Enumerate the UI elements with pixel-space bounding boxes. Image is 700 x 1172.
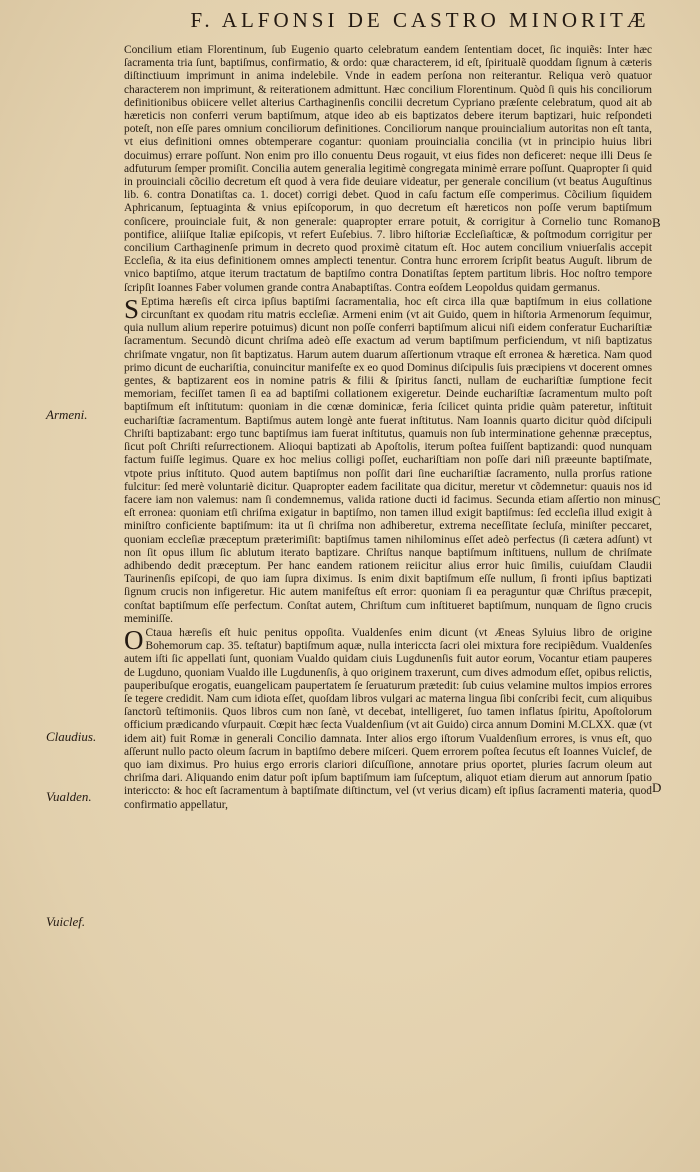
margin-note-vualden: Vualden. (46, 789, 92, 804)
margin-note-armeni: Armeni. (46, 407, 88, 422)
margin-note-vuiclef: Vuiclef. (46, 914, 86, 929)
running-header: F. ALFONSI DE CASTRO MINORITÆ (190, 8, 650, 32)
margin-letter-b: B (652, 215, 661, 230)
paragraph-eighth-heresy (124, 624, 652, 812)
margin-letter-d: D (652, 780, 662, 795)
drop-cap-s: S (124, 293, 140, 324)
margin-letter-c: C (652, 493, 661, 508)
paragraph-seventh-heresy-text: Eptima hæreſis eſt circa ipſius baptiſmi ſacramentalia, hoc eſt circa illa quæ baptiſmum in eius collatione circunſtant ex quodam ritu matris eccleſiæ. Armeni enim (vt ait Guido, quem in hiſtoria Armenorum ſequimur, quia nullum alium reperire potuimus) dicunt non poſſe conferri baptiſmum alicui niſi eidem conferatur Euchariſtiæ ſacramentum. Secundò dicunt chriſma adeò eſſe exactum ad verum baptiſmum perficiendum, vt niſi baptizatus chriſmate vngatur, non ſit baptizatus. Harum autem duarum aſſertionum vtraque eſt erronea & hæretica. Nam quod primo dicunt de euchariſtia, conuincitur manifeſte ex eo quod Dominus diſcipulis ſuis præcipiens vt docerent omnes gentes, & baptizarent eos in nomine patris & filii & ſpiritus ſancti, nullam de euchariſtiæ ſumptione fecit memoriam, feciſſet tamen ſi ea ad baptiſmi collationem exigeretur. Deinde euchariſtiæ ſacramentum multo poſt baptiſmum eſt inſtitutum: quoniam in die cœnæ dominicæ, feria ſcilicet quinta pridie quàm pateretur, inſtituit euchariſtiæ ſacramentum. Baptiſmus autem longè ante fuerat inſtitutus. Nam Ioannis quarto dicitur quòd diſcipuli Chriſti baptizabant: ergo tunc baptiſmus iam fuerat inſtitutus, quamuis non ſub interminatione gehennæ præceptus, ſicut poſt Chriſti reſurrectionem. Alioqui baptizati ab Apoſtolis, iterum poſtea fuiſſent baptizandi: quod nunquam factum fuiſſe legimus. Quare ex hoc melius colligi poſſet, euchariſtiam non poſſe dari niſi præeunte baptiſmate, vtpote prius inſtituto. Quod autem baptiſmus non poſſit dari ſine euchariſtiæ ſacramento, nulla prorſus ratione fulcitur: ſed merè voluntariè dicitur. Quapropter eadem facilitate qua dicitur, meretur vt cõdemnetur: quauis nos id facere iam non valemus: nam ſi condemnemus, valida ratione ducti id facimus. Secunda etiam aſſertio non minus eſt erronea: quoniam etſi chriſma exigatur in baptiſmo, non tamen illud exigit baptiſmus: ſed eccleſia illud exigit à miniſtro conficiente baptiſmum: ita ut ſi chriſma non adhiberetur, extrema neceſſitate ſecluſa, miniſter peccaret, quoniam eccleſiæ præceptum præterimiſit: baptiſmus tamen nihilominus eſſet adeò perfectus (ſi cætera adſunt) vt non ſit opus illum ſic ablutum iterato baptizare. Chriſtus nanque baptiſmum inſtituens, nullum de chriſmate adhibendo dedit præceptum. Per hanc eandem rationem reiicitur alius error huic ſimilis, cuiuſdam Claudii Taurinenſis epiſcopi, de quo iam ſupra diximus. Is enim dixit baptiſmum eſſe nullum, ſi fronti ipſius baptizati ſignum crucis non infigeretur. Hic autem manifeſtus eſt error: quoniam ſi ea peraguntur quæ Chriſtus præcepit, conſtat baptiſmum eſſe perfectum. Conſtat autem, Chriſtum cum inſtitueret baptiſmum, nunquam de ſigno crucis meminiſſe. (124, 295, 652, 625)
paragraph-council: Concilium etiam Florentinum, ſub Eugenio quarto celebratum eandem ſententiam docet, ſic inquiẽs: Inter hæc ſacramenta tria ſunt, baptiſmus, confirmatio, & ordo: quæ characterem, id eſt, ſpiritualẽ quoddam ſignum à cæteris diſtinctiuum imprimunt in anima indelebile. Vnde in eadem perſona non reiterantur. Reliqua verò quatuor characterem non imprimunt, & reiterationem admittunt. Hæc concilium Florentinum. Quòd ſi quis his conciliorum definitionibus obiicere vellet alterius Carthaginenſis concilii decretum Cypriano præſente celebratum, quod ait ab hæreticis non conferri verum baptiſmum, atque ideo ab eis baptizatos debere iterum baptizari, huic reſpondeti poteſt, non eſſe pares omnium conciliorum definitiones. Conciliorum nanque prouincialium autoritas non eſt tanta, vt eius definitioni omnes obtemperare cogantur: quoniam prouincialia concilia (vt in principio huius libri docuimus) errare poſſunt. Non enim pro illo conuentu Deus rogauit, vt eius fides non deficeret: neque illi Deus ſe adfuturum ſemper promiſit. Concilia autem generalia legitimè congregata minimè errare poſſunt. Quapropter ſi quid in prouinciali cõcilio decretum eſt quod à vera fide deuiare videatur, per generale concilium (vt beatus Auguſtinus lib. 6. contra Donatiſtas ca. 1. docet) corrigi debet. Quod in caſu factum eſſe comperimus. Cõcilium ſiquidem Aphricanum, ſeptuaginta & vnius epiſcoporum, in quo decretum eſt hæreticos non poſſe verum baptiſmum conſicere, prouinciale fuit, & non generale: quapropter errare potuit, & corrigitur à Cornelio tunc Romano pontifice, aliiſque Italiæ epiſcopis, vt refert Euſebius. 7. libro hiſtoriæ Eccleſiaſticæ, & poſtmodum corrigitur per concilium Carthaginenſe primum in decreto quod proximè citatum eſt. Hoc autem concilium vniuerſalis accepit Eccleſia, & ita eius definitionem omnes amplecti tenentur. Contra hunc errorem ſcripſit beatus Auguſt. librum de vnico baptiſmo, atque iterum tractatum de baptiſmo contra Donatiſtas ſeptem partitum libris. Hoc noſtro tempore ſcripſit Ioannes Faber volumen grande contra Anabaptiſtas. Contra eoſdem Leopoldus quidam germanus. (124, 44, 652, 294)
paragraph-seventh-heresy (124, 293, 652, 626)
paragraph-eighth-heresy-text: Ctaua hæreſis eſt huic penitus oppoſita. Vualdenſes enim dicunt (vt Æneas Syluius libro de origine Bohemorum cap. 35. teſtatur) baptiſmum aquæ, nulla intericcta ſacri olei mixtura fore recipiẽdum. Vualdenſes autem iſti ſic appellati ſunt, quoniam Vualdo quidam ciuis Lugdunenſis fuit autor eorum, Vocantur etiam pauperes de Lugduno, quoniam Vualdo ille Lugdunenſis, à quo originem traxerunt, cum dives admodum eſſet, opibus relictis, pauperibuſque erogatis, euangelicam paupertatem ſe ſeruaturum prætedit: ſub cuius velamine multos impios errores ſe tegere credidit. Nam cum idiota eſſet, quoſdam libros vulgari ac materna lingua ſibi conſcribi fecit, cum aliquibus ſanctorũ teſtimoniis. Quos libros cum non ſanè, vt decebat, intelligeret, ſuo tamen inflatus ſpiritu, Apoſtolorum officium prædicando vſurpauit. Cœpit hæc ſecta Vualdenſium (vt ait Guido) circa annum Domini M.CLXX. quæ (vt idem ait) fuit Romæ in generali Concilio damnata. Inter alios ergo iſtorum Vualdenſium errores, is vnus eſt, quo aſſerunt nullo pacto oleum ſacrum in baptiſmo debere miſceri. Quem errorem poſtea ſecutus eſt Ioannes Vuiclef, de quo iam diximus. Pro huius ergo erroris clariori diſcuſſione, annotare prius oportet, pluries ſacrum oleum aut chriſma dari. Aliquando enim datur poſt ipſum baptiſmum iam ſuſceptum, aliquot etiam dierum aut annorum ſpatio intericcto: & hoc eſt ſacramentum à baptiſmate diſtinctum, vel (vt verius dicam) eſt ipſius ſacramenti materia, quod confirmatio appellatur, (124, 626, 652, 811)
margin-note-claudius: Claudius. (46, 729, 97, 744)
drop-cap-o: O (124, 624, 144, 655)
main-text (124, 44, 652, 812)
